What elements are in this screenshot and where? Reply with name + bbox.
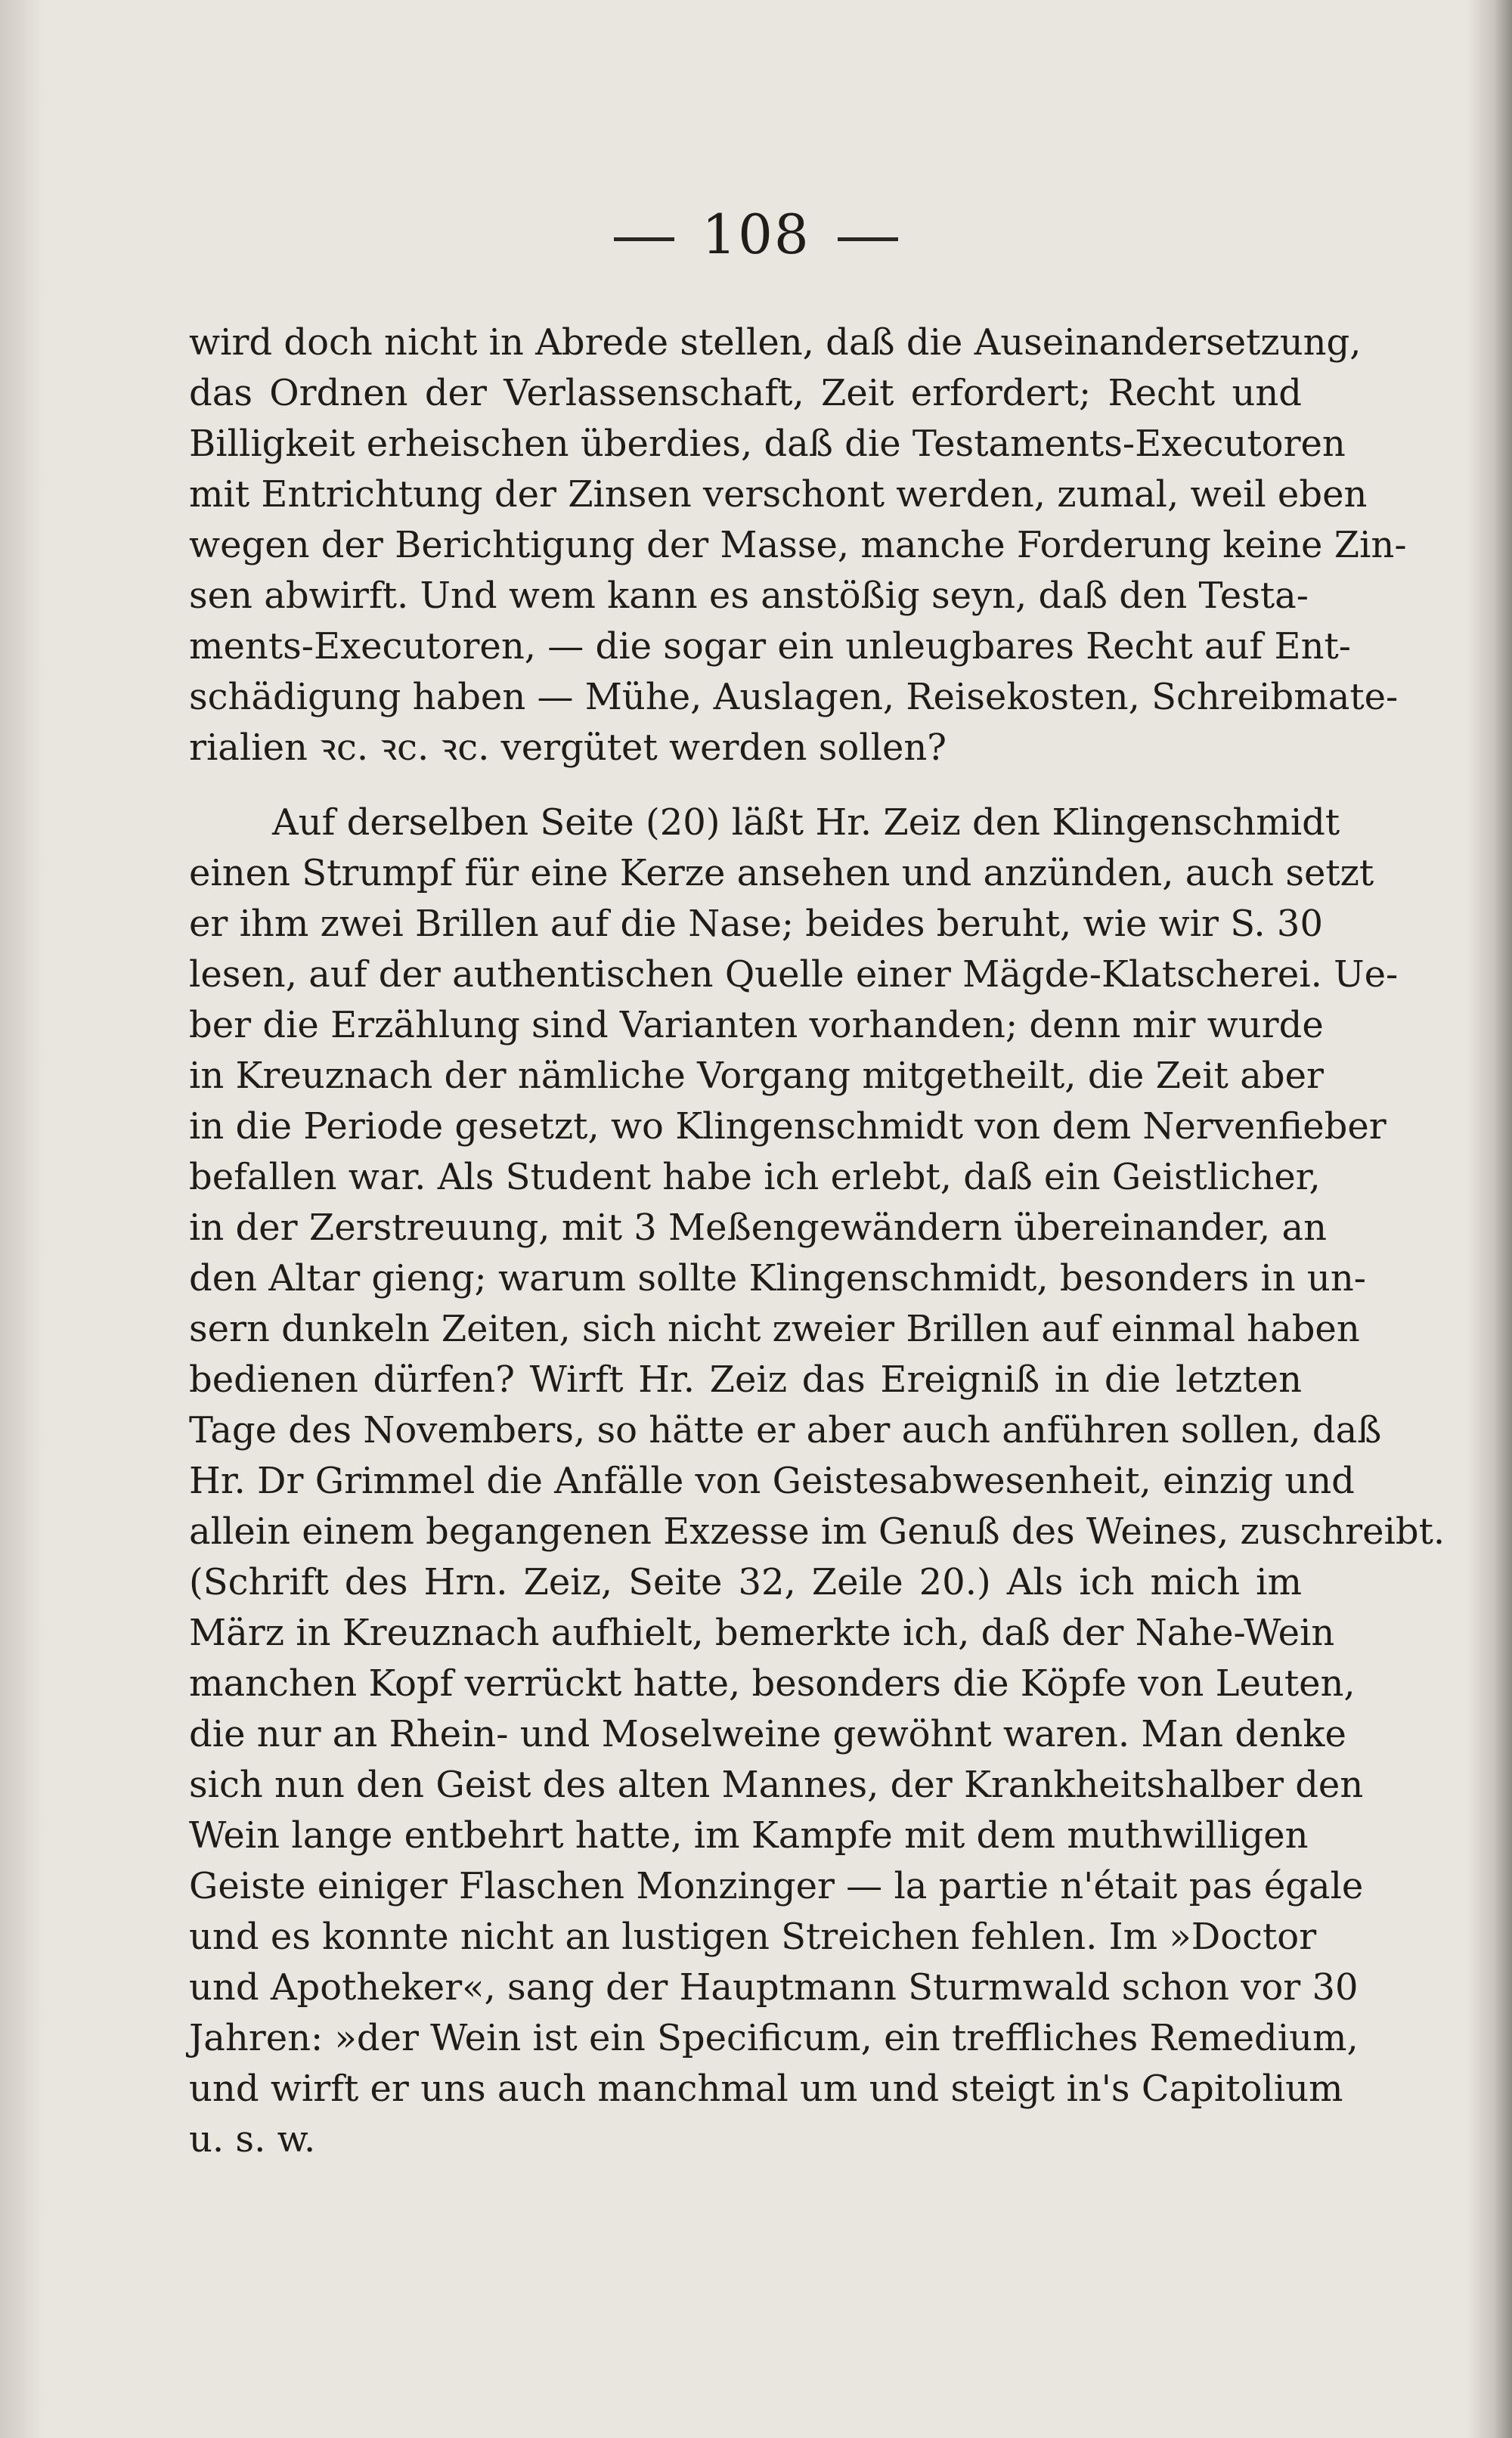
text-line: schädigung haben — Mühe, Auslagen, Reisekosten, Schreibmate- (189, 676, 1399, 718)
text-line: Jahren: »der Wein ist ein Specificum, ein treffliches Remedium, (189, 2017, 1359, 2059)
text-line: den Altar gieng; warum sollte Klingenschmidt, besonders in un- (189, 1257, 1366, 1300)
text-line: März in Kreuznach aufhielt, bemerkte ich, daß der Nahe-Wein (189, 1612, 1335, 1654)
text-line: sern dunkeln Zeiten, sich nicht zweier Brillen auf einmal haben (189, 1308, 1360, 1350)
text-line: Geiste einiger Flaschen Monzinger — la partie n'était pas égale (189, 1865, 1364, 1907)
paragraph-1 (189, 318, 1407, 773)
page-header (0, 203, 1512, 266)
text-line: in Kreuznach der nämliche Vorgang mitgetheilt, die Zeit aber (189, 1055, 1324, 1097)
text-line: wegen der Berichtigung der Masse, manche Forderung keine Zin- (189, 524, 1407, 566)
text-line: Billigkeit erheischen überdies, daß die Testaments-Executoren (189, 423, 1346, 465)
text-line: und Apotheker«, sang der Hauptmann Sturmwald schon vor 30 (189, 1966, 1359, 2009)
text-line: lesen, auf der authentischen Quelle einer Mägde-Klatscherei. Ue- (189, 953, 1399, 996)
text-line: in der Zerstreuung, mit 3 Meßengewändern übereinander, an (189, 1207, 1328, 1249)
text-line: allein einem begangenen Exzesse im Genuß des Weines, zuschreibt. (189, 1510, 1445, 1553)
text-line: Hr. Dr Grimmel die Anfälle von Geistesabwesenheit, einzig und (189, 1460, 1355, 1502)
text-line: sen abwirft. Und wem kann es anstößig seyn, daß den Testa- (189, 575, 1309, 617)
text-line: in die Periode gesetzt, wo Klingenschmidt von dem Nervenfieber (189, 1105, 1387, 1148)
text-line: Wein lange entbehrt hatte, im Kampfe mit dem muthwilligen (189, 1814, 1309, 1857)
text-line: u. s. w. (189, 2118, 316, 2161)
text-line: Tage des Novembers, so hätte er aber auch anführen sollen, daß (189, 1409, 1382, 1451)
text-line: er ihm zwei Brillen auf die Nase; beides beruht, wie wir S. 30 (189, 903, 1323, 945)
text-line: ments-Executoren, — die sogar ein unleugbares Recht auf Ent- (189, 625, 1351, 668)
header-dash-right (838, 237, 898, 241)
text-line: und es konnte nicht an lustigen Streichen fehlen. Im »Doctor (189, 1916, 1317, 1958)
page-number: 108 (702, 203, 810, 266)
text-line: manchen Kopf verrückt hatte, besonders die Köpfe von Leuten, (189, 1662, 1356, 1705)
text-line: (Schrift des Hrn. Zeiz, Seite 32, Zeile 20.) Als ich mich im (189, 1561, 1302, 1603)
body-text (189, 318, 1445, 2165)
text-line: das Ordnen der Verlassenschaft, Zeit erfordert; Recht und (189, 372, 1302, 414)
paragraph-2 (189, 798, 1445, 2165)
text-line: befallen war. Als Student habe ich erlebt, daß ein Geistlicher, (189, 1156, 1321, 1198)
text-line: und wirft er uns auch manchmal um und steigt in's Capitolium (189, 2068, 1343, 2110)
text-line: wird doch nicht in Abrede stellen, daß die Auseinandersetzung, (189, 321, 1362, 364)
text-line: die nur an Rhein- und Moselweine gewöhnt waren. Man denke (189, 1713, 1346, 1755)
header-dash-left (614, 237, 674, 241)
text-line: rialien ꝛc. ꝛc. ꝛc. vergütet werden sollen? (189, 726, 947, 769)
text-line: ber die Erzählung sind Varianten vorhanden; denn mir wurde (189, 1004, 1324, 1046)
text-line: einen Strumpf für eine Kerze ansehen und anzünden, auch setzt (189, 852, 1374, 894)
text-line: sich nun den Geist des alten Mannes, der Krankheitshalber den (189, 1764, 1364, 1806)
text-line: bedienen dürfen? Wirft Hr. Zeiz das Ereigniß in die letzten (189, 1358, 1302, 1401)
text-line: Auf derselben Seite (20) läßt Hr. Zeiz den Klingenschmidt (272, 801, 1340, 844)
text-line: mit Entrichtung der Zinsen verschont werden, zumal, weil eben (189, 473, 1368, 516)
